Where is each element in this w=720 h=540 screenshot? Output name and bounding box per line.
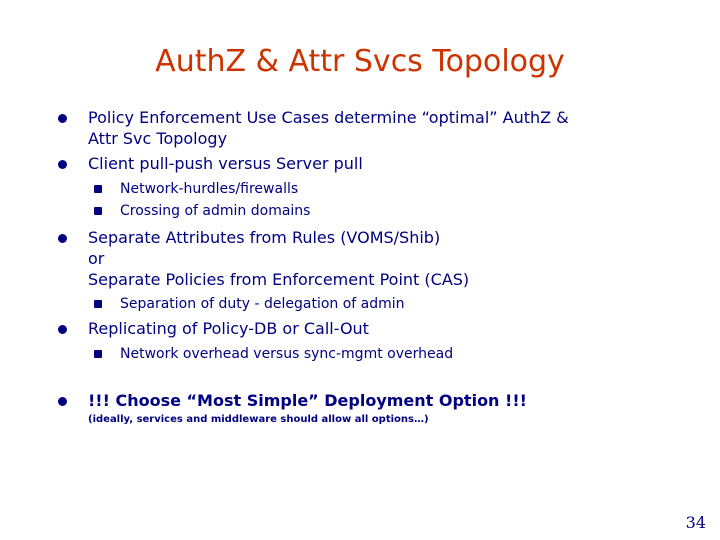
bullet-text: Client pull-push versus Server pull [88,154,363,173]
bullet-dot-icon [58,234,67,243]
bullet-text: Replicating of Policy-DB or Call-Out [88,319,369,338]
sub-bullet-text: Network overhead versus sync-mgmt overhead [120,346,454,362]
sub-bullet-text: Crossing of admin domains [120,203,311,219]
bullet-note: (ideally, services and middleware should allow all options…) [88,414,429,425]
sub-bullet-icon [94,185,102,193]
sub-bullet-text: Network-hurdles/firewalls [120,181,299,197]
bullet-dot-icon [58,114,67,123]
bullet-text: Policy Enforcement Use Cases determine “optimal” AuthZ & [88,108,569,127]
page-number: 34 [685,513,706,532]
bullet-dot-icon [58,160,67,169]
sub-bullet-icon [94,207,102,215]
bullet-text-continued: Separate Policies from Enforcement Point (CAS) [88,270,470,289]
bullet-text-continued: or [88,249,105,268]
bullet-dot-icon [58,397,67,406]
sub-bullet-icon [94,300,102,308]
bullet-text-continued: Attr Svc Topology [88,129,228,148]
bullet-text-emphasis: !!! Choose “Most Simple” Deployment Option !!! [88,391,527,410]
sub-bullet-text: Separation of duty - delegation of admin [120,296,405,312]
bullet-dot-icon [58,325,67,334]
sub-bullet-icon [94,350,102,358]
slide-title: AuthZ & Attr Svcs Topology [155,44,565,79]
bullet-text: Separate Attributes from Rules (VOMS/Shib) [88,228,441,247]
